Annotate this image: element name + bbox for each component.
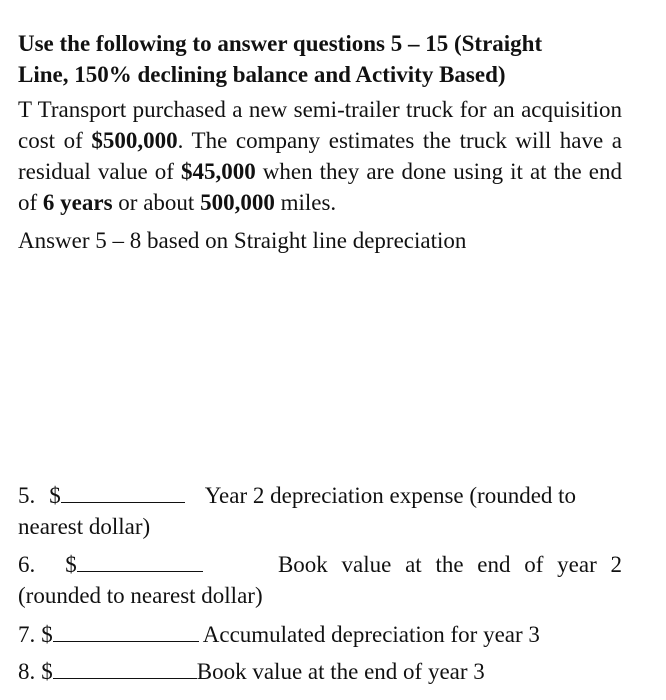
question-5 (18, 480, 622, 542)
dollar-sign: $ (41, 622, 53, 647)
question-number: 7. (18, 622, 36, 647)
heading-line-1: Use the following to answer questions 5 – 15 (Straight (18, 31, 543, 56)
document-body (18, 28, 622, 256)
intro-text-2: . The company estimates the truck will have a residual value of (18, 128, 622, 184)
intro-text-4: or about (112, 190, 201, 215)
intro-text-3: when they are done using it at the end of (18, 159, 622, 215)
question-text-continued: nearest dollar) (18, 514, 151, 539)
heading-line-2: Line, 150% declining balance and Activity Based) (18, 62, 506, 87)
question-6 (18, 549, 622, 611)
problem-statement (18, 94, 622, 218)
intro-text-1: T Transport purchased a new semi-trailer truck for an acquisition cost of (18, 97, 622, 153)
dollar-sign: $ (41, 659, 53, 684)
question-8 (18, 656, 622, 687)
question-number: 8. (18, 659, 36, 684)
intro-text-5: miles. (274, 190, 337, 215)
answer-blank-5[interactable] (61, 482, 185, 503)
answer-blank-8[interactable] (53, 658, 197, 679)
useful-life: 6 years (42, 190, 113, 215)
question-text: Book value at the end of year 2 (277, 552, 622, 577)
dollar-sign: $ (49, 483, 61, 508)
instructions-heading (18, 28, 622, 90)
answer-blank-6[interactable] (77, 551, 203, 572)
question-number: 5. (18, 483, 36, 508)
answer-blank-7[interactable] (53, 621, 199, 642)
question-text: Accumulated depreciation for year 3 (202, 622, 540, 647)
question-number: 6. (18, 552, 36, 577)
estimated-miles: 500,000 (200, 190, 275, 215)
residual-value: $45,000 (180, 159, 256, 184)
question-text: Year 2 depreciation expense (rounded to (204, 483, 577, 508)
section-subheading: Answer 5 – 8 based on Straight line depreciation (18, 228, 467, 253)
question-text-continued: (rounded to nearest dollar) (18, 583, 263, 608)
dollar-sign: $ (65, 552, 77, 577)
question-text: Book value at the end of year 3 (196, 659, 485, 684)
acquisition-cost: $500,000 (91, 128, 178, 153)
question-7 (18, 619, 622, 650)
